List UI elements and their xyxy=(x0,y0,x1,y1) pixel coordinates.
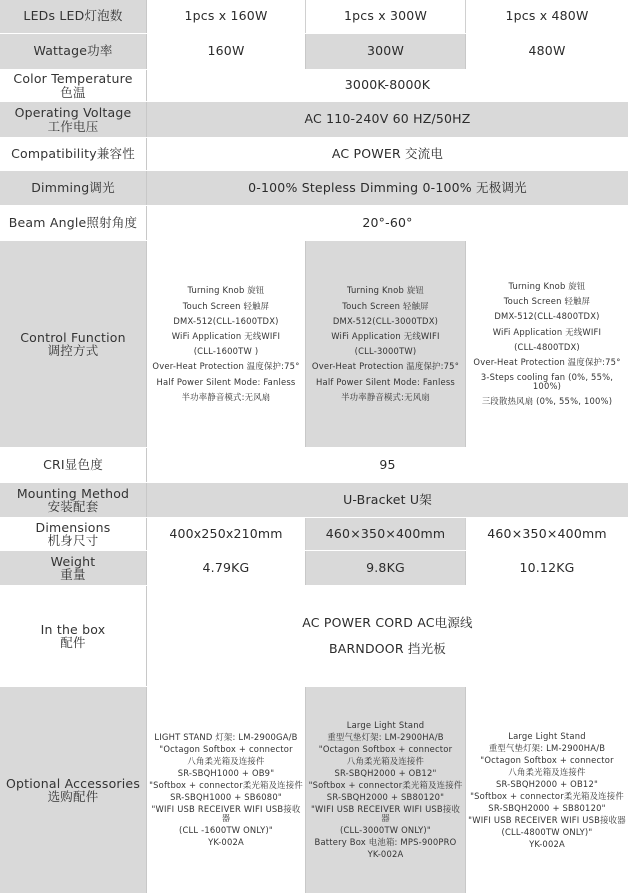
accessories-300-line: "Softbox + connector柔光箱及连接件 xyxy=(308,780,463,791)
label-beam-angle: Beam Angle照射角度 xyxy=(0,206,147,240)
row-control-function xyxy=(0,241,628,448)
accessories-300-line: "Octagon Softbox + connector xyxy=(318,744,453,755)
control-300 xyxy=(306,241,466,447)
label-in-the-box-en: In the box xyxy=(40,621,106,637)
accessories-160-line: "WIFI USB RECEIVER WIFI USB接收器 xyxy=(151,804,301,823)
label-control-function xyxy=(0,241,147,447)
control-160-line: 半功率静音模式:无风扇 xyxy=(181,391,271,402)
accessories-300-line: YK-002A xyxy=(367,849,404,859)
row-wattage xyxy=(0,34,628,70)
control-160-line: WiFi Application 无线WIFI xyxy=(171,331,281,341)
control-480-line: Touch Screen 轻触屏 xyxy=(503,296,591,307)
accessories-480 xyxy=(466,687,628,893)
label-color-temperature-en: Color Temperature xyxy=(13,71,133,87)
control-480-line: WiFi Application 无线WIFI xyxy=(492,326,602,337)
label-control-function-cn: 调控方式 xyxy=(47,343,99,358)
accessories-480-line: SR-SBQH2000 + SB80120" xyxy=(488,802,606,813)
control-480 xyxy=(466,241,628,447)
accessories-300-line: 八角柔光箱及连接件 xyxy=(346,756,425,767)
row-dimensions xyxy=(0,518,628,551)
label-wattage: Wattage功率 xyxy=(0,34,147,69)
control-300-line: Half Power Silent Mode: Fanless xyxy=(316,376,455,387)
row-cri xyxy=(0,448,628,483)
control-160-line: DMX-512(CLL-1600TDX) xyxy=(173,315,279,326)
accessories-300-line: 重型气垫灯架: LM-2900HA/B xyxy=(327,732,444,743)
label-color-temperature xyxy=(0,70,147,101)
wattage-300: 300W xyxy=(306,34,466,69)
accessories-160 xyxy=(147,687,306,893)
label-weight-en: Weight xyxy=(50,553,96,569)
control-300-line: DMX-512(CLL-3000TDX) xyxy=(332,315,439,326)
accessories-300-line: SR-SBQH2000 + SB80120" xyxy=(326,792,445,803)
dimensions-160: 400x250x210mm xyxy=(147,518,306,550)
accessories-160-line: 八角柔光箱及连接件 xyxy=(187,756,265,767)
label-in-the-box xyxy=(0,586,147,686)
label-operating-voltage-cn: 工作电压 xyxy=(47,118,99,134)
weight-300: 9.8KG xyxy=(306,551,466,585)
accessories-160-line: YK-002A xyxy=(208,837,244,847)
dimensions-300: 460×350×400mm xyxy=(306,518,466,550)
accessories-480-line: "WIFI USB RECEIVER WIFI USB接收器 xyxy=(468,814,626,825)
control-480-line: DMX-512(CLL-4800TDX) xyxy=(494,311,600,322)
dimming-value: 0-100% Stepless Dimming 0-100% 无极调光 xyxy=(147,171,628,205)
control-480-line: 三段散热风扇 (0%, 55%, 100%) xyxy=(481,396,613,407)
label-leds: LEDs LED灯泡数 xyxy=(0,0,147,33)
in-the-box-value xyxy=(147,586,628,686)
label-dimensions xyxy=(0,518,147,550)
dimensions-480: 460×350×400mm xyxy=(466,518,628,550)
color-temperature-value: 3000K-8000K xyxy=(147,70,628,101)
accessories-480-line: "Softbox + connector柔光箱及连接件 xyxy=(470,790,624,801)
row-weight xyxy=(0,551,628,586)
label-operating-voltage xyxy=(0,102,147,137)
accessories-480-line: 重型气垫灯架: LM-2900HA/B xyxy=(488,742,606,753)
row-in-the-box xyxy=(0,586,628,687)
row-mounting xyxy=(0,483,628,518)
label-control-function-en: Control Function xyxy=(20,329,126,345)
accessories-160-line: SR-SBQH1000 + SB6080" xyxy=(170,792,282,803)
label-cri: CRI显色度 xyxy=(0,448,147,482)
weight-160: 4.79KG xyxy=(147,551,306,585)
control-300-line: 半功率静音模式:无风扇 xyxy=(341,391,430,402)
accessories-300-line: SR-SBQH2000 + OB12" xyxy=(334,768,437,779)
label-in-the-box-cn: 配件 xyxy=(60,635,86,650)
control-160-line: Over-Heat Protection 温度保护:75° xyxy=(152,361,300,372)
control-160-line: Turning Knob 旋钮 xyxy=(187,285,265,296)
wattage-160: 160W xyxy=(147,34,306,69)
accessories-480-line: YK-002A xyxy=(529,838,565,849)
accessories-300-line: "WIFI USB RECEIVER WIFI USB接收器 xyxy=(310,804,461,823)
in-the-box-line-1: AC POWER CORD AC电源线 xyxy=(302,614,473,630)
row-leds xyxy=(0,0,628,34)
accessories-480-line: (CLL-4800TW ONLY)" xyxy=(501,826,593,837)
beam-angle-value: 20°-60° xyxy=(147,206,628,240)
control-160-line: Touch Screen 轻触屏 xyxy=(182,300,270,311)
accessories-160-line: (CLL -1600TW ONLY)" xyxy=(179,825,273,835)
in-the-box-line-2: BARNDOOR 挡光板 xyxy=(328,641,447,656)
control-480-line: Over-Heat Protection 温度保护:75° xyxy=(473,356,621,367)
row-beam-angle xyxy=(0,206,628,241)
accessories-160-line: "Octagon Softbox + connector xyxy=(159,744,293,755)
label-mounting-cn: 安装配套 xyxy=(47,499,99,514)
cri-value: 95 xyxy=(147,448,628,482)
accessories-480-line: Large Light Stand xyxy=(508,730,586,741)
compatibility-value: AC POWER 交流电 xyxy=(147,138,628,170)
accessories-160-line: LIGHT STAND 灯架: LM-2900GA/B xyxy=(154,732,298,743)
label-dimensions-en: Dimensions xyxy=(35,519,111,535)
leds-160: 1pcs x 160W xyxy=(147,0,306,33)
row-dimming xyxy=(0,171,628,206)
control-300-line: Over-Heat Protection 温度保护:75° xyxy=(311,361,460,372)
accessories-300-line: Large Light Stand xyxy=(346,720,425,731)
row-optional-accessories xyxy=(0,687,628,893)
label-mounting-en: Mounting Method xyxy=(16,485,130,501)
label-optional-accessories xyxy=(0,687,147,893)
label-dimming: Dimming调光 xyxy=(0,171,147,205)
operating-voltage-value: AC 110-240V 60 HZ/50HZ xyxy=(147,102,628,137)
control-300-line: WiFi Application 无线WIFI xyxy=(331,331,440,341)
label-color-temperature-cn: 色温 xyxy=(60,84,86,100)
label-optional-accessories-en: Optional Accessories xyxy=(5,775,141,791)
accessories-160-line: "Softbox + connector柔光箱及连接件 xyxy=(149,780,303,791)
accessories-160-line: SR-SBQH1000 + OB9" xyxy=(177,768,275,779)
control-480-line: 3-Steps cooling fan (0%, 55%, 100%) xyxy=(480,372,614,391)
leds-480: 1pcs x 480W xyxy=(466,0,628,33)
accessories-480-line: "Octagon Softbox + connector xyxy=(480,754,614,765)
control-160-line: Half Power Silent Mode: Fanless xyxy=(156,376,296,387)
label-weight xyxy=(0,551,147,585)
row-operating-voltage xyxy=(0,102,628,138)
accessories-300 xyxy=(306,687,466,893)
control-300-line: Touch Screen 轻触屏 xyxy=(342,300,429,311)
leds-300: 1pcs x 300W xyxy=(306,0,466,33)
accessories-480-line: 八角柔光箱及连接件 xyxy=(508,766,586,777)
accessories-300-line: Battery Box 电池箱: MPS-900PRO xyxy=(314,837,457,847)
control-300-line: (CLL-3000TW) xyxy=(354,346,417,357)
label-compatibility: Compatibility兼容性 xyxy=(0,138,147,170)
control-300-line: Turning Knob 旋钮 xyxy=(346,285,425,296)
accessories-480-line: SR-SBQH2000 + OB12" xyxy=(495,778,599,789)
label-operating-voltage-en: Operating Voltage xyxy=(14,105,132,121)
label-weight-cn: 重量 xyxy=(60,567,86,582)
control-480-line: (CLL-4800TDX) xyxy=(514,341,580,352)
control-160-line: (CLL-1600TW ) xyxy=(193,346,259,357)
control-160 xyxy=(147,241,306,447)
label-mounting xyxy=(0,483,147,517)
accessories-300-line: (CLL-3000TW ONLY)" xyxy=(340,825,431,835)
label-dimensions-cn: 机身尺寸 xyxy=(47,533,99,548)
weight-480: 10.12KG xyxy=(466,551,628,585)
wattage-480: 480W xyxy=(466,34,628,69)
row-compatibility xyxy=(0,138,628,171)
control-480-line: Turning Knob 旋钮 xyxy=(508,281,586,292)
row-color-temperature xyxy=(0,70,628,102)
label-optional-accessories-cn: 选购配件 xyxy=(47,789,99,804)
mounting-value: U-Bracket U架 xyxy=(147,483,628,517)
